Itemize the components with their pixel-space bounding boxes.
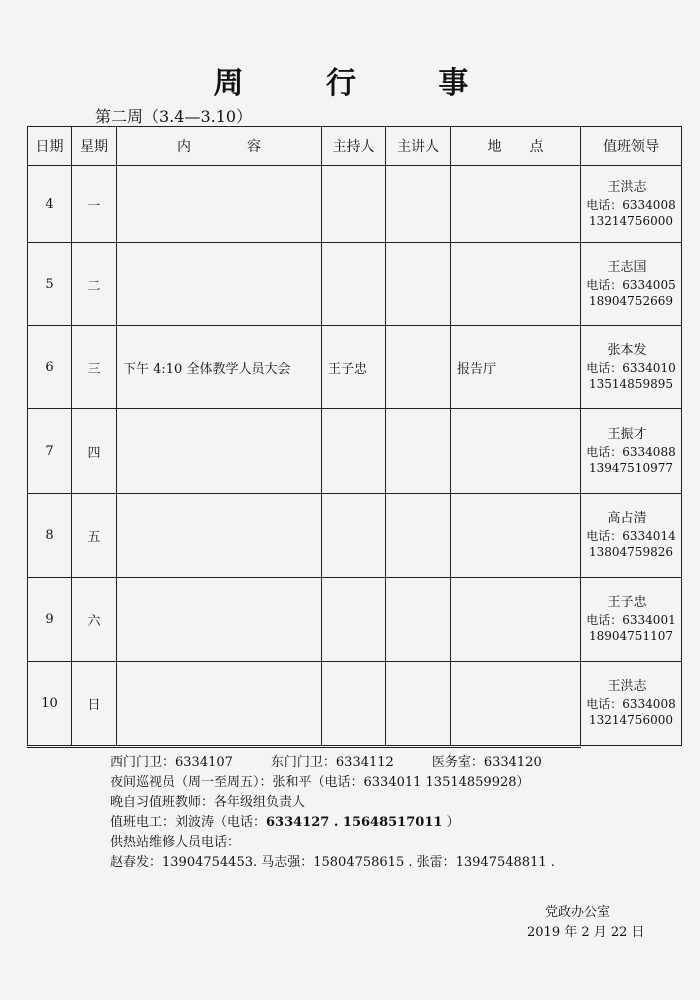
header-weekday: 星期 — [72, 127, 117, 166]
week-range: 第二周（3.4—3.10） — [95, 107, 253, 126]
host-cell — [322, 662, 386, 746]
duty-leader-cell — [581, 409, 682, 494]
duty-leader-cell — [581, 166, 682, 243]
speaker-cell — [386, 409, 451, 494]
table-row — [28, 409, 682, 494]
heating-contacts: 赵春发：13904754453. 马志强：15804758615 . 张雷：13947548811 . — [110, 855, 555, 870]
speaker-cell — [386, 166, 451, 243]
weekday-cell: 一 — [72, 166, 117, 243]
content-cell — [117, 662, 322, 746]
weekday-cell: 六 — [72, 578, 117, 662]
duty-leader-name: 王志国 — [607, 259, 647, 275]
place-cell — [451, 166, 581, 243]
place-cell — [451, 243, 581, 326]
duty-leader-name: 王振才 — [607, 426, 647, 442]
duty-leader-mobile: 13214756000 — [589, 213, 673, 228]
duty-leader-cell — [581, 662, 682, 746]
duty-leader-name: 王子忠 — [607, 595, 647, 610]
host-cell — [322, 578, 386, 662]
host-cell — [322, 494, 386, 578]
date-cell: 7 — [28, 409, 72, 494]
gate-contacts — [110, 753, 555, 773]
duty-leader-name: 王洪志 — [607, 679, 647, 694]
header-date: 日期 — [28, 127, 72, 166]
duty-electrician — [110, 813, 555, 833]
place-cell — [451, 494, 581, 578]
duty-leader-mobile: 18904752669 — [589, 293, 673, 308]
speaker-cell — [386, 662, 451, 746]
content-cell: 下午 4:10 全体教学人员大会 — [117, 326, 322, 409]
duty-leader-mobile: 18904751107 — [589, 629, 673, 643]
content-cell — [117, 578, 322, 662]
weekday-cell: 五 — [72, 494, 117, 578]
table-row — [28, 166, 682, 243]
header-duty-leader: 值班领导 — [581, 127, 682, 166]
host-cell — [322, 243, 386, 326]
electrician-label: 值班电工：刘波涛（电话： — [110, 815, 267, 830]
weekday-cell: 日 — [72, 662, 117, 746]
duty-leader-mobile: 13804759826 — [589, 545, 673, 559]
table-row — [28, 662, 682, 746]
duty-leader-phone: 电话：6334005 — [586, 277, 676, 292]
header-place: 地 点 — [451, 127, 581, 166]
schedule-table — [27, 126, 682, 746]
place-cell — [451, 662, 581, 746]
duty-leader-mobile: 13214756000 — [589, 713, 673, 727]
duty-leader-mobile: 13514859895 — [589, 376, 673, 391]
east-gate-phone: 东门门卫：6334112 — [270, 755, 394, 770]
clinic-phone: 医务室：6334120 — [431, 755, 542, 770]
host-cell: 王子忠 — [322, 326, 386, 409]
duty-leader-cell — [581, 578, 682, 662]
duty-leader-mobile: 13947510977 — [589, 460, 673, 475]
header-speaker: 主讲人 — [386, 127, 451, 166]
content-cell — [117, 494, 322, 578]
place-cell — [451, 409, 581, 494]
page-title: 周 行 事 — [213, 66, 505, 101]
heating-title: 供热站维修人员电话： — [110, 835, 241, 850]
date-cell: 8 — [28, 494, 72, 578]
weekday-cell: 三 — [72, 326, 117, 409]
place-cell — [451, 578, 581, 662]
table-row — [28, 494, 682, 578]
duty-leader-phone: 电话：6334014 — [586, 529, 676, 543]
duty-leader-phone: 电话：6334008 — [586, 697, 676, 711]
speaker-cell — [386, 494, 451, 578]
content-cell — [117, 409, 322, 494]
duty-leader-cell — [581, 243, 682, 326]
contact-footer — [110, 753, 555, 873]
issue-date: 2019 年 2 月 22 日 — [527, 925, 645, 940]
duty-leader-phone: 电话：6334001 — [586, 613, 676, 627]
weekday-cell: 四 — [72, 409, 117, 494]
electrician-phones: 6334127 . 15648517011 — [266, 815, 443, 830]
table-bottom-rule — [27, 747, 581, 748]
content-cell — [117, 166, 322, 243]
table-row — [28, 326, 682, 409]
weekday-cell: 二 — [72, 243, 117, 326]
night-patrol: 夜间巡视员（周一至周五）：张和平（电话：6334011 13514859928） — [110, 775, 530, 790]
signature-block — [527, 903, 645, 943]
evening-study-duty: 晚自习值班教师：各年级组负责人 — [110, 795, 306, 810]
date-cell: 5 — [28, 243, 72, 326]
speaker-cell — [386, 243, 451, 326]
content-cell — [117, 243, 322, 326]
duty-leader-cell — [581, 494, 682, 578]
duty-leader-phone: 电话：6334088 — [586, 444, 676, 459]
header-host: 主持人 — [322, 127, 386, 166]
host-cell — [322, 166, 386, 243]
table-row — [28, 578, 682, 662]
issuing-office: 党政办公室 — [545, 905, 611, 920]
electrician-suffix: ） — [442, 815, 460, 830]
place-cell: 报告厅 — [451, 326, 581, 409]
duty-leader-name: 王洪志 — [607, 179, 647, 195]
header-content: 内 容 — [117, 127, 322, 166]
table-row — [28, 243, 682, 326]
date-cell: 9 — [28, 578, 72, 662]
duty-leader-phone: 电话：6334010 — [586, 360, 676, 375]
host-cell — [322, 409, 386, 494]
duty-leader-phone: 电话：6334008 — [586, 197, 676, 212]
date-cell: 4 — [28, 166, 72, 243]
table-header-row — [28, 127, 682, 166]
date-cell: 10 — [28, 662, 72, 746]
speaker-cell — [386, 578, 451, 662]
date-cell: 6 — [28, 326, 72, 409]
west-gate-phone: 西门门卫：6334107 — [110, 755, 233, 770]
duty-leader-name: 高占清 — [607, 511, 647, 526]
duty-leader-cell — [581, 326, 682, 409]
duty-leader-name: 张本发 — [607, 342, 647, 358]
speaker-cell — [386, 326, 451, 409]
